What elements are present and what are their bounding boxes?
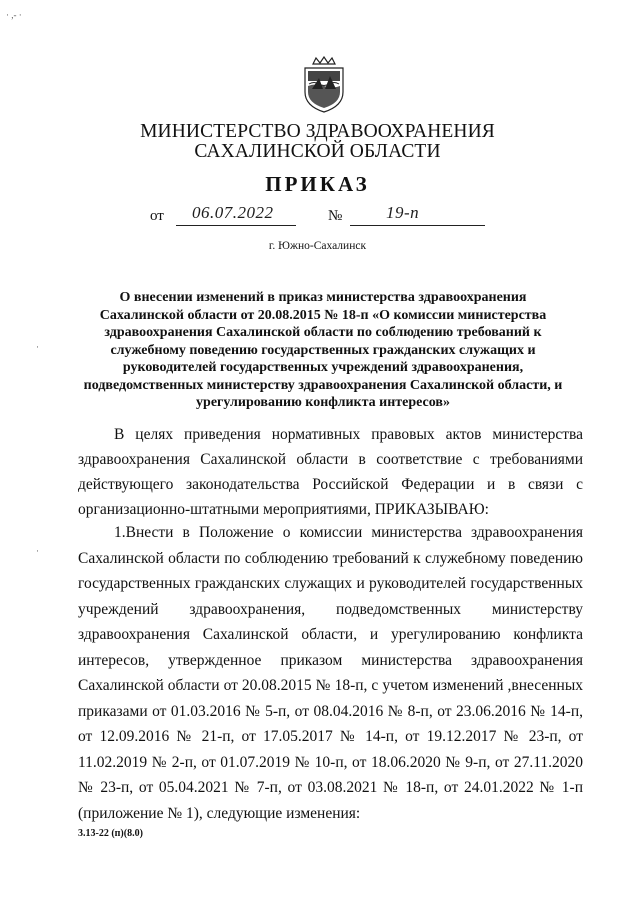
- clause-1-paragraph: 1.Внести в Положение о комиссии министерства здравоохранения Сахалинской области по соблюдению требований к служебному поведению государственных гражданских служащих и руководителей государственных учреждений здравоохранения, подведомственных министерству здравоохранения Сахалинской области, и урегулированию конфликта интересов, утвержденное приказом министерства здравоохранения Сахалинской области от 20.08.2015 № 18-п, с учетом изменений ,внесенных приказами от 01.03.2016 № 5-п, от 08.04.2016 № 8-п, от 23.06.2016 № 14-п, от 12.09.2016 № 21-п, от 17.05.2017 № 14-п, от 19.12.2017 № 23-п, от 11.02.2019 № 2-п, от 01.07.2019 № 10-п, от 18.06.2020 № 9-п, от 27.11.2020 № 23-п, от 05.04.2021 № 7-п, от 03.08.2021 № 18-п, от 24.01.2022 № 1-п (приложение № 1), следующие изменения:: [78, 524, 583, 822]
- scan-artifact: · ,‑ ·: [6, 10, 22, 20]
- scan-artifact: ·: [36, 546, 39, 556]
- ministry-name-line1: МИНИСТЕРСТВО ЗДРАВООХРАНЕНИЯ: [140, 121, 495, 142]
- scan-artifact: ·: [36, 342, 39, 352]
- order-date: 06.07.2022: [192, 203, 274, 222]
- document-code: 3.13-22 (п)(8.0): [78, 828, 143, 839]
- number-underline: [350, 225, 485, 226]
- date-label: от: [150, 208, 164, 224]
- sakhalin-coat-of-arms-icon: [299, 56, 349, 114]
- order-date-number-row: [150, 203, 510, 229]
- order-subject: О внесении изменений в приказ министерства здравоохранения Сахалинской области от 20.08.2015 № 18-п «О комиссии министерства здравоохранения Сахалинской области по соблюдению требований к служебному поведению государственных гражданских служащих и руководителей государственных учреждений здравоохранения, подведомственных министерству здравоохранения Сахалинской области, и урегулированию конфликта интересов»: [83, 290, 563, 410]
- preamble-paragraph: В целях приведения нормативных правовых актов министерства здравоохранения Сахалинской области в соответствие с требованиями действующего законодательства Российской Федерации и в связи с организационно-штатными мероприятиями, ПРИКАЗЫВАЮ:: [78, 426, 583, 518]
- city-name: г. Южно-Сахалинск: [268, 240, 367, 252]
- order-number: 19-п: [386, 203, 420, 222]
- ministry-name-line2: САХАЛИНСКОЙ ОБЛАСТИ: [194, 141, 441, 162]
- number-label: №: [328, 208, 343, 224]
- date-underline: [176, 225, 296, 226]
- order-title: ПРИКАЗ: [265, 172, 370, 196]
